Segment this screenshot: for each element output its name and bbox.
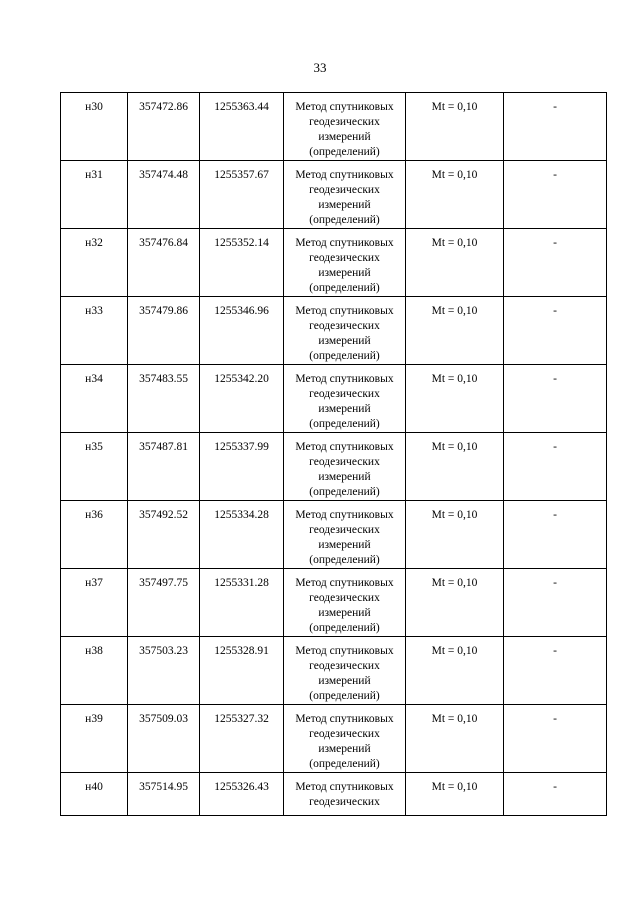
method-cell [284,637,406,705]
point-name-cell: н40 [61,773,128,816]
method-line: (определений) [309,350,380,362]
y-coordinate-cell: 1255363.44 [200,93,284,161]
method-line: измерений [318,539,371,551]
method-cell [284,297,406,365]
y-coordinate-cell: 1255326.43 [200,773,284,816]
method-cell [284,501,406,569]
method-cell [284,93,406,161]
method-line: (определений) [309,622,380,634]
description-cell: - [504,501,607,569]
y-coordinate-cell: 1255352.14 [200,229,284,297]
table-row [61,297,607,365]
accuracy-cell: Mt = 0,10 [406,297,504,365]
accuracy-cell: Mt = 0,10 [406,773,504,816]
point-name-cell: н31 [61,161,128,229]
method-line: измерений [318,267,371,279]
accuracy-cell: Mt = 0,10 [406,433,504,501]
method-line: геодезических [309,116,380,128]
table-row [61,433,607,501]
method-line: Метод спутниковых [295,441,394,453]
point-name-cell: н39 [61,705,128,773]
method-line: Метод спутниковых [295,577,394,589]
description-cell: - [504,773,607,816]
method-line: геодезических [309,388,380,400]
method-line: измерений [318,335,371,347]
x-coordinate-cell: 357483.55 [128,365,200,433]
method-line: геодезических [309,796,380,808]
table-row [61,161,607,229]
table-row [61,93,607,161]
accuracy-cell: Mt = 0,10 [406,637,504,705]
description-cell: - [504,229,607,297]
x-coordinate-cell: 357514.95 [128,773,200,816]
y-coordinate-cell: 1255337.99 [200,433,284,501]
y-coordinate-cell: 1255328.91 [200,637,284,705]
accuracy-cell: Mt = 0,10 [406,93,504,161]
table-row [61,705,607,773]
accuracy-cell: Mt = 0,10 [406,569,504,637]
point-name-cell: н35 [61,433,128,501]
method-line: измерений [318,131,371,143]
table-row [61,773,607,816]
x-coordinate-cell: 357509.03 [128,705,200,773]
y-coordinate-cell: 1255346.96 [200,297,284,365]
method-line: геодезических [309,252,380,264]
table-row [61,637,607,705]
method-cell [284,569,406,637]
method-line: геодезических [309,456,380,468]
accuracy-cell: Mt = 0,10 [406,229,504,297]
point-name-cell: н33 [61,297,128,365]
method-line: измерений [318,607,371,619]
accuracy-cell: Mt = 0,10 [406,161,504,229]
description-cell: - [504,161,607,229]
table-body [61,93,607,816]
method-line: измерений [318,199,371,211]
method-line: геодезических [309,184,380,196]
description-cell: - [504,93,607,161]
method-line: Метод спутниковых [295,373,394,385]
method-line: Метод спутниковых [295,781,394,793]
method-line: геодезических [309,524,380,536]
y-coordinate-cell: 1255334.28 [200,501,284,569]
method-line: (определений) [309,758,380,770]
accuracy-cell: Mt = 0,10 [406,365,504,433]
method-line: измерений [318,471,371,483]
table-row [61,365,607,433]
method-line: Метод спутниковых [295,509,394,521]
y-coordinate-cell: 1255327.32 [200,705,284,773]
method-line: геодезических [309,728,380,740]
method-line: геодезических [309,592,380,604]
description-cell: - [504,297,607,365]
method-cell [284,705,406,773]
method-line: (определений) [309,486,380,498]
method-line: (определений) [309,690,380,702]
method-line: Метод спутниковых [295,713,394,725]
method-line: Метод спутниковых [295,169,394,181]
method-line: измерений [318,403,371,415]
x-coordinate-cell: 357479.86 [128,297,200,365]
point-name-cell: н32 [61,229,128,297]
point-name-cell: н38 [61,637,128,705]
method-line: Метод спутниковых [295,305,394,317]
method-line: (определений) [309,282,380,294]
method-cell [284,433,406,501]
method-cell [284,773,406,816]
table-row [61,501,607,569]
x-coordinate-cell: 357476.84 [128,229,200,297]
table-row [61,229,607,297]
method-line: измерений [318,675,371,687]
method-line: Метод спутниковых [295,101,394,113]
description-cell: - [504,637,607,705]
method-line: (определений) [309,214,380,226]
x-coordinate-cell: 357487.81 [128,433,200,501]
method-line: Метод спутниковых [295,645,394,657]
method-line: измерений [318,743,371,755]
coordinates-table [60,92,607,816]
description-cell: - [504,433,607,501]
description-cell: - [504,365,607,433]
method-line: (определений) [309,418,380,430]
x-coordinate-cell: 357503.23 [128,637,200,705]
x-coordinate-cell: 357472.86 [128,93,200,161]
point-name-cell: н30 [61,93,128,161]
y-coordinate-cell: 1255331.28 [200,569,284,637]
description-cell: - [504,705,607,773]
page-number: 33 [313,60,327,75]
accuracy-cell: Mt = 0,10 [406,501,504,569]
point-name-cell: н34 [61,365,128,433]
description-cell: - [504,569,607,637]
method-line: (определений) [309,554,380,566]
x-coordinate-cell: 357497.75 [128,569,200,637]
point-name-cell: н37 [61,569,128,637]
x-coordinate-cell: 357492.52 [128,501,200,569]
x-coordinate-cell: 357474.48 [128,161,200,229]
y-coordinate-cell: 1255342.20 [200,365,284,433]
method-cell [284,161,406,229]
method-line: геодезических [309,320,380,332]
method-line: Метод спутниковых [295,237,394,249]
method-cell [284,229,406,297]
point-name-cell: н36 [61,501,128,569]
y-coordinate-cell: 1255357.67 [200,161,284,229]
table-row [61,569,607,637]
method-cell [284,365,406,433]
method-line: (определений) [309,146,380,158]
method-line: геодезических [309,660,380,672]
accuracy-cell: Mt = 0,10 [406,705,504,773]
